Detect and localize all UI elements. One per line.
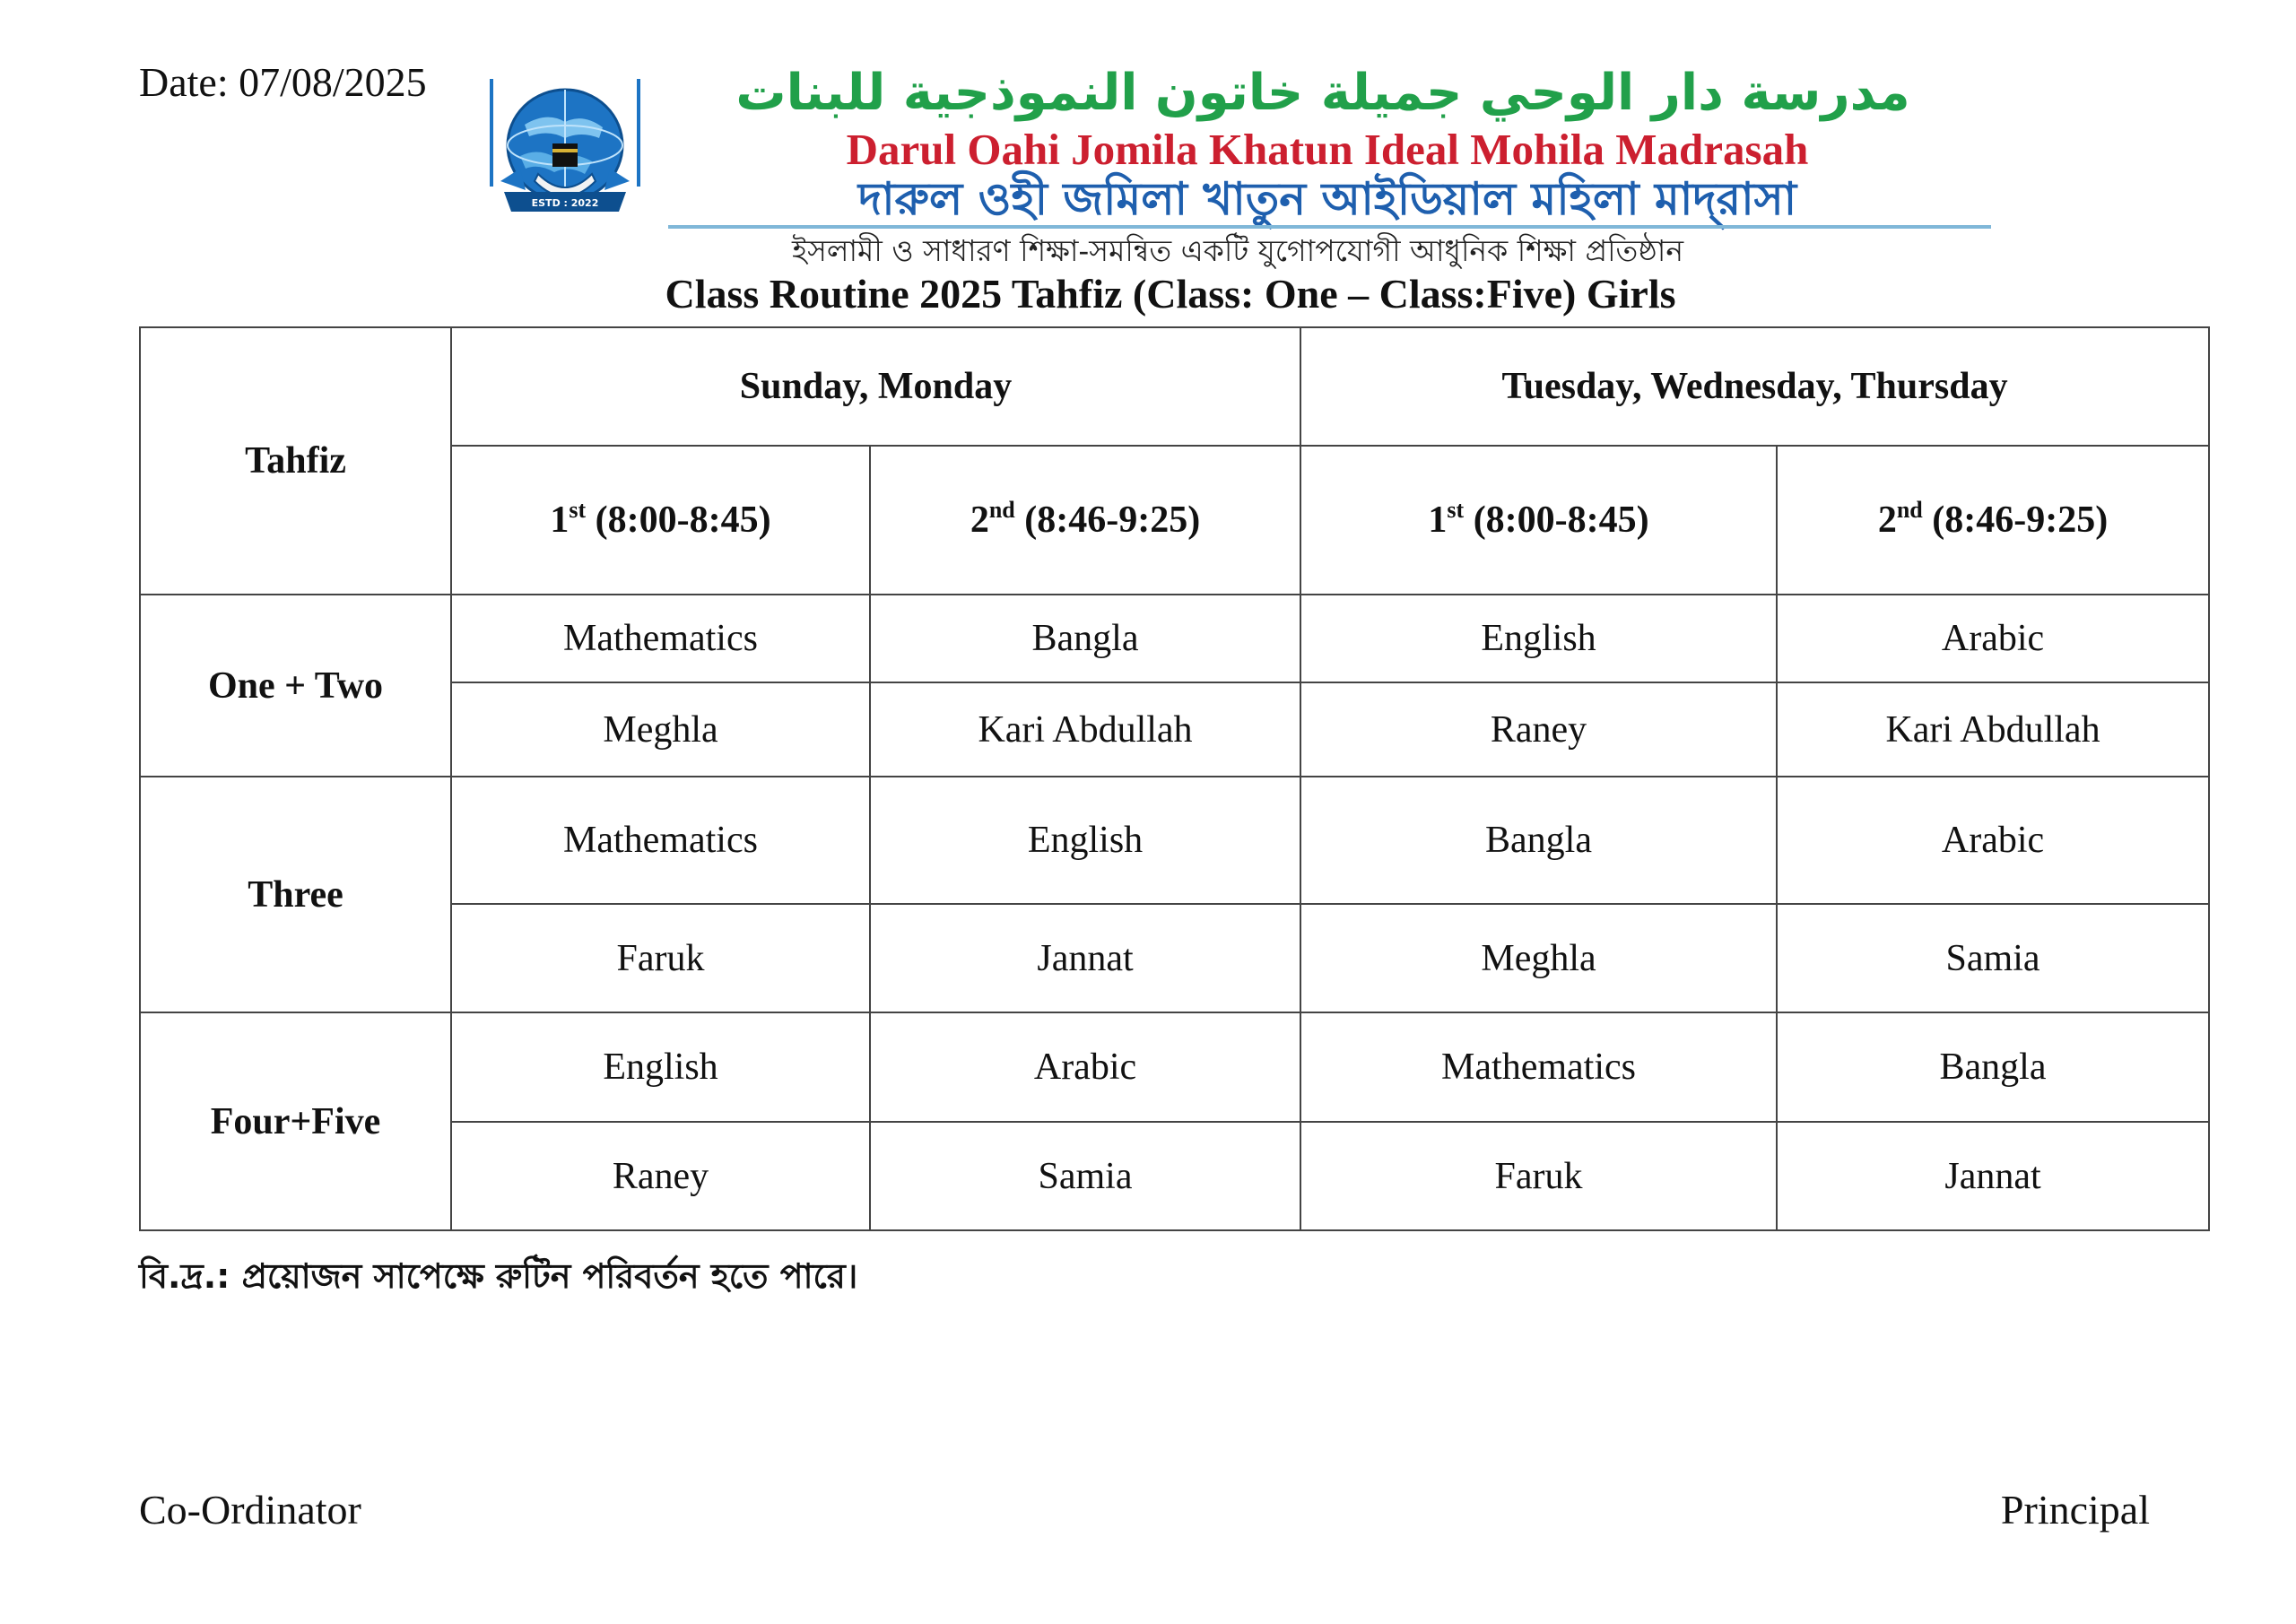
teacher-cell: Raney — [451, 1122, 870, 1230]
institution-header — [484, 63, 2000, 269]
period-suffix: st — [569, 497, 587, 523]
period-time: (8:46-9:25) — [1014, 499, 1201, 541]
subject-cell: English — [870, 777, 1300, 904]
teacher-cell: Meghla — [1300, 904, 1777, 1012]
period-ordinal: 1 — [1428, 499, 1448, 541]
class-name-cell: One + Two — [140, 595, 451, 777]
period-ordinal: 2 — [970, 499, 989, 541]
period-time: (8:46-9:25) — [1922, 499, 2109, 541]
period-time: (8:00-8:45) — [1464, 499, 1649, 541]
class-name-cell: Three — [140, 777, 451, 1012]
period-row — [140, 446, 2209, 595]
subject-cell: Mathematics — [451, 777, 870, 904]
teacher-cell: Jannat — [870, 904, 1300, 1012]
subject-row — [140, 1012, 2209, 1122]
subject-cell: Bangla — [870, 595, 1300, 682]
teacher-row — [140, 1122, 2209, 1230]
teacher-cell: Kari Abdullah — [1777, 682, 2209, 777]
teacher-row — [140, 904, 2209, 1012]
institution-name-english: Darul Oahi Jomila Khatun Ideal Mohila Madrasah — [846, 125, 1809, 174]
day-group-header: Tuesday, Wednesday, Thursday — [1300, 327, 2209, 446]
routine-table — [139, 326, 2210, 1231]
day-group-row — [140, 327, 2209, 446]
teacher-row — [140, 682, 2209, 777]
period-ordinal: 2 — [1877, 499, 1897, 541]
period-header — [1777, 446, 2209, 595]
subject-cell: Arabic — [1777, 595, 2209, 682]
period-header — [870, 446, 1300, 595]
svg-text:ESTD : 2022: ESTD : 2022 — [531, 197, 599, 209]
madrasah-logo — [484, 75, 646, 237]
teacher-cell: Faruk — [1300, 1122, 1777, 1230]
routine-note: বি.দ্র.: প্রয়োজন সাপেক্ষে রুটিন পরিবর্তন হতে পারে। — [139, 1256, 858, 1296]
period-suffix: nd — [988, 497, 1015, 523]
document-date: Date: 07/08/2025 — [139, 59, 427, 105]
subject-row — [140, 595, 2209, 682]
class-name-cell: Four+Five — [140, 1012, 451, 1230]
subject-cell: Mathematics — [451, 595, 870, 682]
teacher-cell: Faruk — [451, 904, 870, 1012]
institution-name-arabic: مدرسة دار الوحي جميلة خاتون النموذجية للبنات — [735, 64, 1910, 122]
institution-name-bangla: দারুল ওহী জমিলা খাতুন আইডিয়াল মহিলা মাদ্‌রাসা — [857, 173, 1797, 225]
period-header — [1300, 446, 1777, 595]
period-header — [451, 446, 870, 595]
subject-cell: Mathematics — [1300, 1012, 1777, 1122]
teacher-cell: Raney — [1300, 682, 1777, 777]
period-time: (8:00-8:45) — [586, 499, 771, 541]
teacher-cell: Jannat — [1777, 1122, 2209, 1230]
subject-row — [140, 777, 2209, 904]
teacher-cell: Samia — [1777, 904, 2209, 1012]
teacher-cell: Kari Abdullah — [870, 682, 1300, 777]
teacher-cell: Meghla — [451, 682, 870, 777]
period-ordinal: 1 — [550, 499, 570, 541]
period-suffix: nd — [1896, 497, 1923, 523]
institution-tagline: ইসলামী ও সাধারণ শিক্ষা-সমন্বিত একটি যুগোপযোগী আধুনিক শিক্ষা প্রতিষ্ঠান — [791, 233, 1684, 268]
teacher-cell: Samia — [870, 1122, 1300, 1230]
corner-header: Tahfiz — [140, 327, 451, 595]
day-group-header: Sunday, Monday — [451, 327, 1300, 446]
principal-signature-label: Principal — [2000, 1487, 2150, 1533]
subject-cell: English — [1300, 595, 1777, 682]
subject-cell: English — [451, 1012, 870, 1122]
subject-cell: Arabic — [870, 1012, 1300, 1122]
routine-title: Class Routine 2025 Tahfiz (Class: One – Class:Five) Girls — [665, 271, 1676, 317]
coordinator-signature-label: Co-Ordinator — [139, 1487, 361, 1533]
period-suffix: st — [1447, 497, 1465, 523]
subject-cell: Bangla — [1300, 777, 1777, 904]
subject-cell: Arabic — [1777, 777, 2209, 904]
subject-cell: Bangla — [1777, 1012, 2209, 1122]
